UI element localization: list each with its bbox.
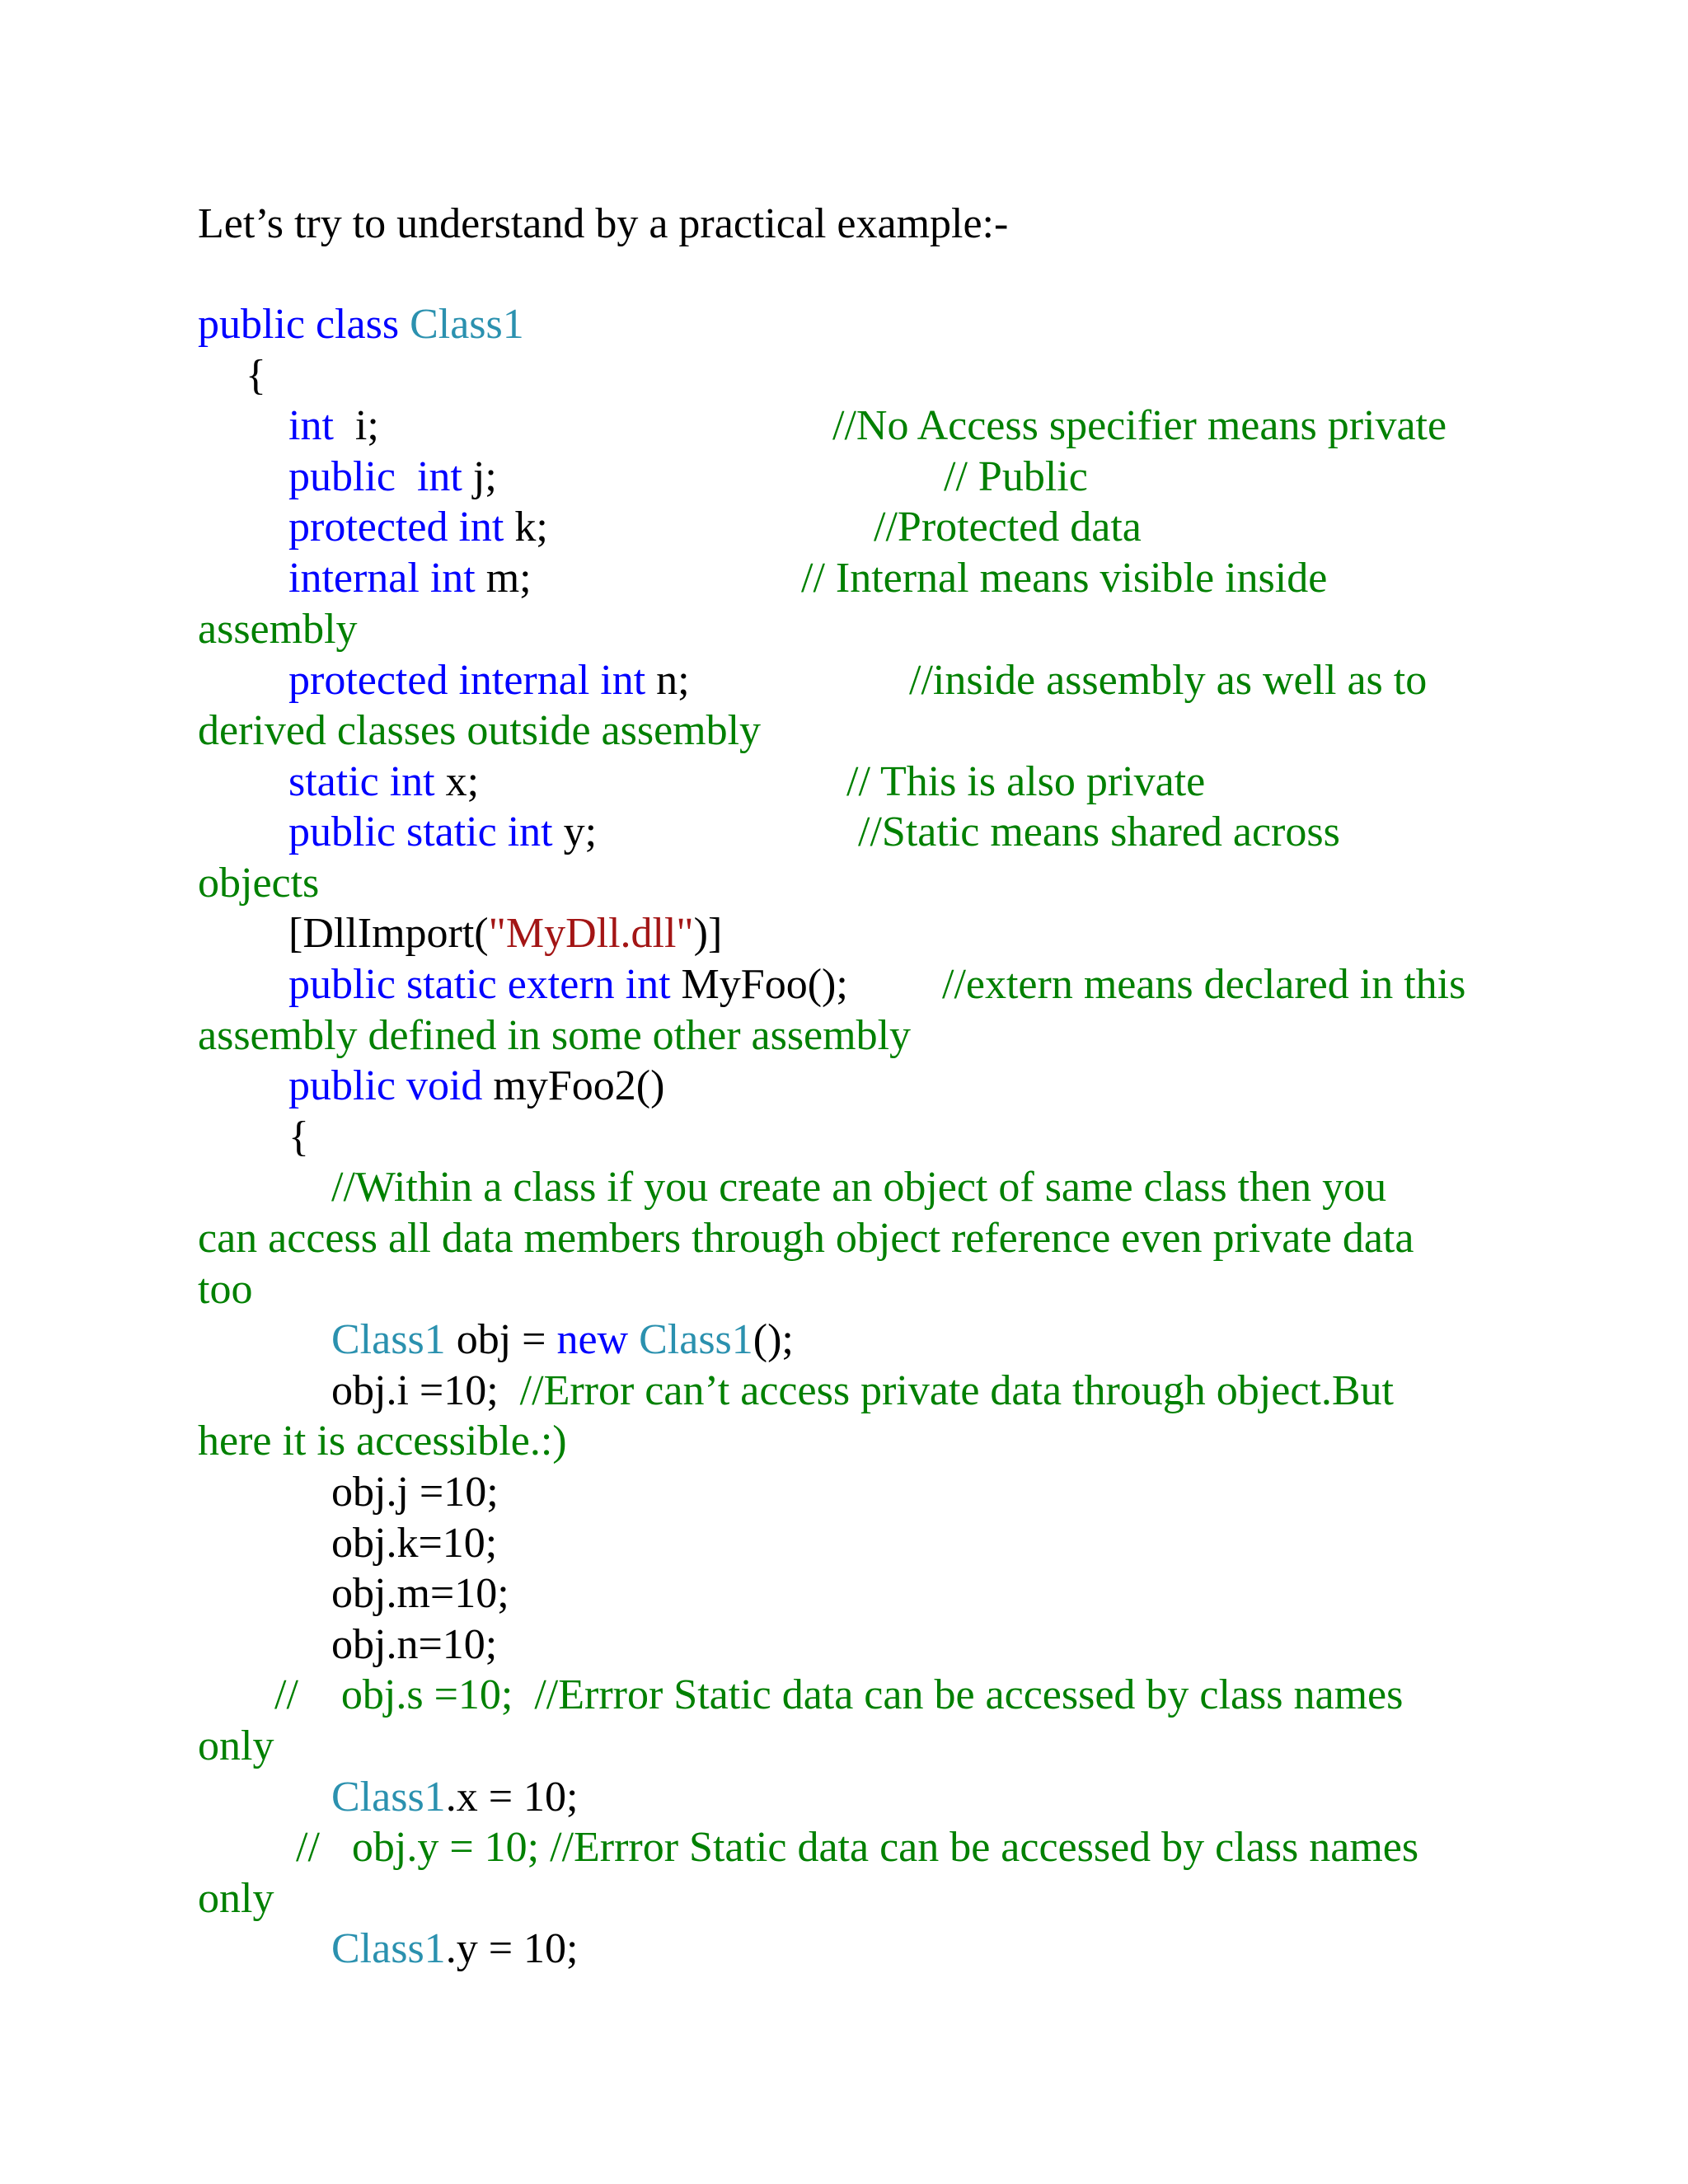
code-line	[832, 402, 1447, 449]
keyword: protected int	[288, 504, 504, 551]
comment: // Internal means visible inside	[801, 555, 1328, 602]
code-line	[288, 963, 848, 1006]
keyword: int	[288, 402, 334, 449]
comment: derived classes outside assembly	[198, 707, 762, 754]
code-line	[944, 453, 1088, 500]
code-line	[846, 758, 1206, 805]
comment: //Static means shared across	[858, 808, 1340, 855]
code-text: j;	[462, 453, 497, 500]
code-line	[198, 1722, 274, 1769]
code-line	[198, 707, 762, 754]
code-line	[288, 659, 690, 702]
code-text: obj.m=10;	[331, 1570, 509, 1617]
code-text: y;	[552, 808, 598, 855]
type-name: Class1	[331, 1925, 446, 1972]
code-line	[874, 506, 1142, 549]
code-text: m;	[475, 555, 532, 602]
code-line	[801, 557, 1327, 600]
code-line	[198, 1217, 1414, 1260]
keyword: public static int	[288, 808, 553, 855]
code-line	[288, 453, 497, 500]
code-line	[288, 808, 598, 855]
code-text: i;	[333, 402, 379, 449]
code-line	[198, 303, 524, 346]
code-text: x;	[434, 758, 480, 805]
code-line	[246, 354, 266, 397]
comment: assembly	[198, 606, 358, 653]
code-text: obj.n=10;	[331, 1621, 498, 1668]
intro-sentence: Let’s try to understand by a practical example:-	[198, 200, 1009, 247]
code-line	[942, 963, 1465, 1006]
keyword: protected internal int	[288, 657, 646, 704]
code-line	[198, 1012, 912, 1059]
code-text: obj.k=10;	[331, 1520, 498, 1567]
code-line	[198, 608, 358, 651]
code-line	[331, 1522, 497, 1565]
code-text: .y = 10;	[445, 1925, 579, 1972]
comment: //No Access specifier means private	[832, 402, 1447, 449]
code-line	[288, 912, 722, 955]
code-line	[331, 1572, 509, 1615]
comment: here it is accessible.:)	[198, 1418, 567, 1465]
comment: //Protected data	[874, 504, 1142, 551]
comment: too	[198, 1266, 253, 1313]
code-line	[296, 1826, 1418, 1869]
comment: // obj.y = 10; //Errror Static data can be accessed by class names	[296, 1824, 1419, 1871]
code-line	[331, 1166, 1386, 1209]
code-line	[288, 758, 480, 805]
type-name: Class1	[331, 1774, 446, 1821]
keyword: public int	[288, 453, 462, 500]
type-name: Class1	[331, 1316, 446, 1363]
code-line	[331, 1776, 578, 1819]
comment: //inside assembly as well as to	[909, 657, 1428, 704]
code-text: obj.i =10;	[331, 1367, 520, 1414]
code-line	[331, 1316, 794, 1363]
keyword: internal int	[288, 555, 476, 602]
code-text: myFoo2()	[482, 1062, 665, 1109]
code-line	[198, 862, 319, 905]
code-line	[331, 1621, 498, 1668]
code-text: n;	[645, 657, 690, 704]
comment: assembly defined in some other assembly	[198, 1012, 912, 1059]
comment: only	[198, 1875, 274, 1922]
comment: //Error can’t access private data through object.But	[519, 1367, 1394, 1414]
string-literal: "MyDll.dll"	[488, 910, 694, 957]
code-line	[858, 808, 1340, 855]
code-line	[198, 1420, 567, 1463]
comment: //Within a class if you create an object of same class then you	[331, 1164, 1387, 1211]
comment: // obj.s =10; //Errror Static data can be accessed by class names	[274, 1671, 1404, 1718]
code-text: {	[246, 352, 266, 399]
code-text: obj =	[445, 1316, 557, 1363]
code-text: k;	[504, 504, 548, 551]
code-line	[288, 1113, 309, 1160]
code-line	[331, 1925, 579, 1972]
keyword: public void	[288, 1062, 483, 1109]
type-name: Class1	[410, 301, 524, 348]
keyword: new	[556, 1316, 640, 1363]
keyword: public static extern int	[288, 961, 671, 1008]
code-line	[274, 1671, 1404, 1718]
code-text: MyFoo();	[670, 961, 848, 1008]
code-line	[288, 1062, 665, 1109]
comment: //extern means declared in this	[942, 961, 1466, 1008]
code-text: [DllImport(	[288, 910, 489, 957]
comment: // Public	[944, 453, 1088, 500]
code-line	[198, 1877, 274, 1920]
keyword: public class	[198, 301, 410, 348]
code-text: obj.j =10;	[331, 1469, 499, 1516]
code-text: .x = 10;	[445, 1774, 579, 1821]
comment: can access all data members through object reference even private data	[198, 1215, 1414, 1262]
code-text: ();	[753, 1316, 794, 1363]
code-text: )]	[693, 910, 723, 957]
keyword: static int	[288, 758, 435, 805]
code-line	[288, 506, 548, 549]
type-name: Class1	[639, 1316, 753, 1363]
code-line	[331, 1471, 499, 1514]
code-line	[909, 659, 1427, 702]
code-line	[288, 402, 379, 449]
comment: only	[198, 1722, 274, 1769]
comment: objects	[198, 860, 320, 907]
comment: // This is also private	[846, 758, 1206, 805]
code-text: {	[288, 1113, 309, 1160]
code-line	[198, 1268, 252, 1311]
code-line	[331, 1367, 1394, 1414]
code-line	[288, 557, 532, 600]
